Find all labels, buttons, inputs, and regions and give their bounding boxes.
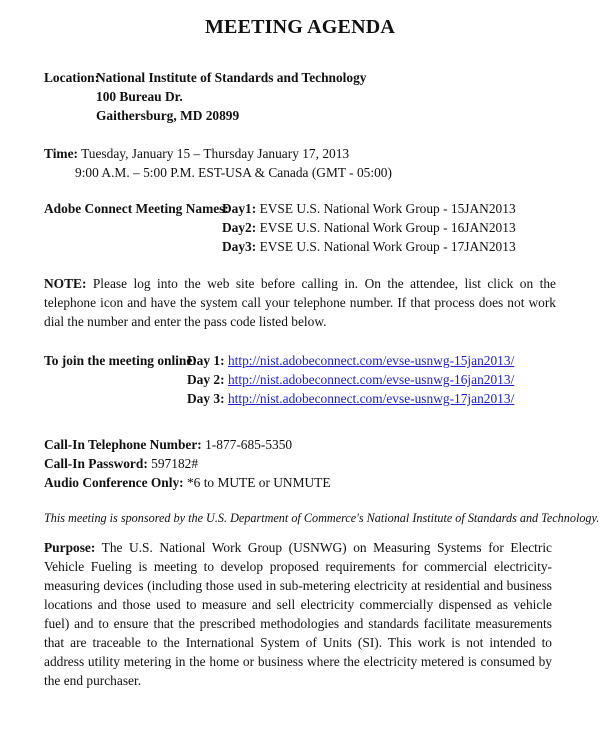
audio-value: *6 to MUTE or UNMUTE	[186, 475, 331, 490]
join-day-2: Day 2: http://nist.adobeconnect.com/evse-usnwg-16jan2013/	[187, 372, 515, 387]
call-in-section	[44, 435, 331, 492]
page-title: MEETING AGENDA	[204, 16, 396, 38]
join-link-day-3[interactable]: http://nist.adobeconnect.com/evse-usnwg-17jan2013/	[227, 391, 515, 406]
join-link-day-2[interactable]: http://nist.adobeconnect.com/evse-usnwg-16jan2013/	[227, 372, 515, 387]
note-text: Please log into the web site before calling in. On the attendee, list click on the telephone icon and have the system call your telephone number. If that process does not work dial the number and enter the pass code listed below.	[44, 276, 556, 329]
adobe-day-1: Day1: EVSE U.S. National Work Group - 15JAN2013	[222, 201, 516, 216]
location-line-3: Gaithersburg, MD 20899	[96, 108, 240, 123]
adobe-day-3: Day3: EVSE U.S. National Work Group - 17JAN2013	[222, 239, 516, 254]
join-link-day-1[interactable]: http://nist.adobeconnect.com/evse-usnwg-15jan2013/	[227, 353, 515, 368]
join-day-3: Day 3: http://nist.adobeconnect.com/evse-usnwg-17jan2013/	[187, 391, 515, 406]
note-paragraph	[44, 274, 556, 331]
purpose-paragraph	[44, 538, 552, 690]
phone-label: Call-In Telephone Number:	[44, 437, 202, 452]
password-label: Call-In Password:	[44, 456, 148, 471]
audio-label: Audio Conference Only:	[44, 475, 184, 490]
password-value: 597182#	[151, 456, 199, 471]
time-dates: Tuesday, January 15 – Thursday January 17, 2013	[81, 146, 350, 161]
phone-value: 1-877-685-5350	[205, 437, 293, 452]
location-section	[44, 68, 366, 125]
adobe-label: Adobe Connect Meeting Names:	[44, 201, 229, 216]
join-day-1: Day 1: http://nist.adobeconnect.com/evse-usnwg-15jan2013/	[187, 353, 515, 368]
location-line-2: 100 Bureau Dr.	[96, 89, 183, 104]
adobe-day-2: Day2: EVSE U.S. National Work Group - 16JAN2013	[222, 220, 516, 235]
time-section	[44, 144, 392, 182]
join-label: To join the meeting online:	[44, 353, 197, 368]
location-line-1: National Institute of Standards and Technology	[96, 70, 367, 85]
purpose-label: Purpose:	[44, 540, 96, 555]
sponsor-note: This meeting is sponsored by the U.S. Department of Commerce's National Institute of Standards and Technology.	[44, 511, 600, 525]
time-label: Time:	[44, 146, 78, 161]
time-hours: 9:00 A.M. – 5:00 P.M. EST-USA & Canada (GMT - 05:00)	[75, 165, 392, 180]
note-label: NOTE:	[44, 276, 87, 291]
location-label: Location:	[44, 70, 100, 85]
purpose-text: The U.S. National Work Group (USNWG) on Measuring Systems for Electric Vehicle Fueling is meeting to develop proposed requirements for commercial electricity-measuring devices (including those used in sub-metering electricity at residential and business locations and those used to measure and sell electricity commercially dispensed as vehicle fuel) and to ensure that the prescribed methodologies and standards facilitate measurements that are traceable to the International System of Units (SI). This work is not intended to address utility metering in the home or business where the electricity metered is consumed by the end purchaser.	[44, 540, 552, 688]
